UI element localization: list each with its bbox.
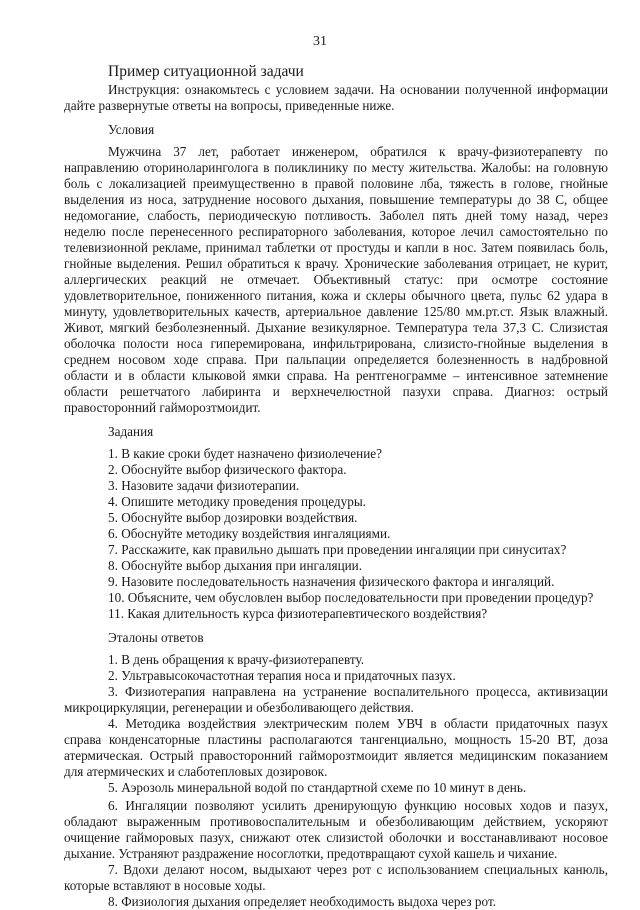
page-content xyxy=(64,64,608,910)
case-text: Мужчина 37 лет, работает инженером, обратился к врачу-физиотерапевту по направлению оториноларинголога в поликлинику по месту жительства. Жалобы: на головную боль с локализацией преимущественно в правой половине лба, тяжесть в голове, гнойные выделения из носа, затруднение носового дыхания, повышение температуры до 38 С, общее недомогание, слабость, периодическую потливость. Заболел пять дней тому назад, через неделю после перенесенного респираторного заболевания, которое лечил самостоятельно по телевизионной рекламе, принимал таблетки от простуды и капли в нос. Затем появилась боль, гнойные выделения. Решил обратиться к врачу. Хронические заболевания отрицает, не курит, аллергических реакций не отмечает. Объективный статус: при осмотре состояние удовлетворительное, пониженного питания, кожа и склеры обычного цвета, пульс 62 удара в минуту, удовлетворительных качеств, артериальное давление 125/80 мм.рт.ст. Язык влажный. Живот, мягкий безболезненный. Дыхание везикулярное. Температура тела 37,3 С. Слизистая оболочка полости носа гиперемирована, инфильтрирована, слизисто-гнойные выделения в среднем носовом ходе справа. При пальпации определяется болезненность в надбровной области и в области клыковой ямки справа. На рентгенограмме – интенсивное затемнение области решетчатого лабиринта и верхнечелюстной пазухи справа. Диагноз: острый правосторонний гайморозтмоидит. xyxy=(64,144,608,415)
answers-list xyxy=(64,652,608,910)
instruction-text: Инструкция: ознакомьтесь с условием задачи. На основании полученной информации дайте развернутые ответы на вопросы, приведенные ниже. xyxy=(64,82,608,113)
task-item: 8. Обоснуйте выбор дыхания при ингаляции. xyxy=(108,558,363,573)
answer-item: 7. Вдохи делают носом, выдыхают через рот с использованием специальных канюль, которые вставляют в носовые ходы. xyxy=(64,862,608,893)
answer-item: 4. Методика воздействия электрическим полем УВЧ в области придаточных пазух справа конденсаторные пластины располагаются тангенциально, мощность 15-20 ВТ, доза атермическая. Острый правосторонний гайморозтмоидит является медицинским показанием для атермических и слаботепловых дозировок. xyxy=(64,716,608,779)
page-title: Пример ситуационной задачи xyxy=(108,63,304,80)
answer-item: 1. В день обращения к врачу-физиотерапевту. xyxy=(108,652,365,667)
task-item: 7. Расскажите, как правильно дышать при проведении ингаляции при синуситах? xyxy=(108,542,567,557)
task-item: 10. Объясните, чем обусловлен выбор последовательности при проведении процедур? xyxy=(108,590,594,605)
answer-item: 3. Физиотерапия направлена на устранение воспалительного процесса, активизации микроциркуляции, регенерации и обезболивающего действия. xyxy=(64,684,608,715)
task-item: 11. Какая длительность курса физиотерапевтического воздействия? xyxy=(108,606,488,621)
task-item: 9. Назовите последовательность назначения физического фактора и ингаляций. xyxy=(108,574,555,589)
answer-item: 5. Аэрозоль минеральной водой по стандартной схеме по 10 минут в день. xyxy=(108,780,527,795)
tasks-list xyxy=(64,446,608,622)
task-item: 6. Обоснуйте методику воздействия ингаляциями. xyxy=(108,526,391,541)
page-number: 31 xyxy=(313,34,327,49)
task-item: 5. Обоснуйте выбор дозировки воздействия. xyxy=(108,510,358,525)
answers-heading: Эталоны ответов xyxy=(108,630,204,645)
task-item: 2. Обоснуйте выбор физического фактора. xyxy=(108,462,347,477)
task-item: 4. Опишите методику проведения процедуры. xyxy=(108,494,366,509)
answer-item: 8. Физиология дыхания определяет необходимость выдоха через рот. xyxy=(108,894,497,909)
task-item: 1. В какие сроки будет назначено физиолечение? xyxy=(108,446,382,461)
task-item: 3. Назовите задачи физиотерапии. xyxy=(108,478,300,493)
tasks-heading: Задания xyxy=(108,424,154,439)
answer-item: 2. Ультравысокочастотная терапия носа и придаточных пазух. xyxy=(108,668,456,683)
conditions-heading: Условия xyxy=(108,122,155,137)
answer-item: 6. Ингаляции позволяют усилить дренирующую функцию носовых ходов и пазух, обладают выраженным противовоспалительным и обезболивающим действием, ускоряют очищение гайморовых пазух, снижают отек слизистой оболочки и восстанавливают носовое дыхание. Устраняют раздражение носоглотки, предотвращают сухой кашель и чихание. xyxy=(64,798,608,861)
